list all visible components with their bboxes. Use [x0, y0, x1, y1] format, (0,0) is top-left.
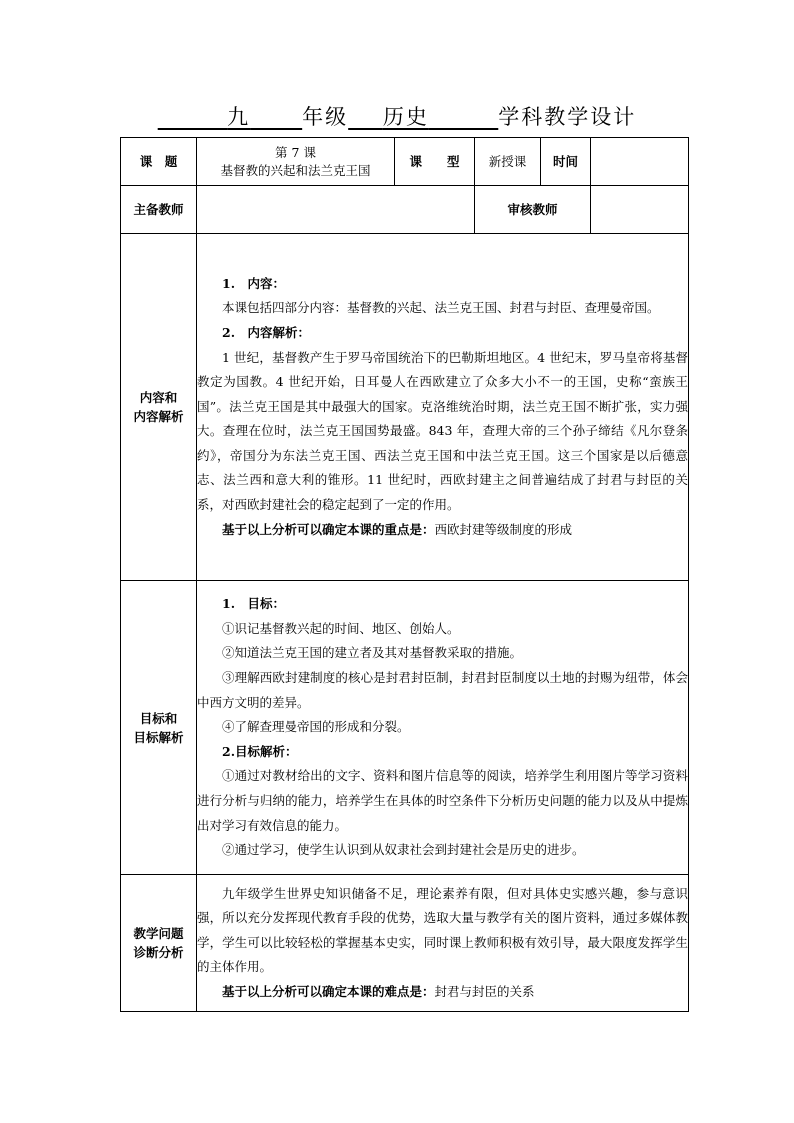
goal-section-body: [197, 581, 689, 875]
diagnosis-section-label: [121, 875, 197, 1012]
content-paragraph-1: 本课包括四部分内容：基督教的兴起、法兰克王国、封君与封臣、查理曼帝国。: [222, 300, 660, 316]
review-teacher-value[interactable]: [591, 186, 689, 234]
content-paragraph-2: 1 世纪，基督教产生于罗马帝国统治下的巴勒斯坦地区。4 世纪末，罗马皇帝将基督教定为国教。4 世纪开始，日耳曼人在西欧建立了众多大小不一的王国，史称“蛮族王国”。法兰克王国是其中最强大的国家。克洛维统治时期，法兰克王国不断扩张，实力强大。查理在位时，法兰克王国国势最盛。843 年，查理大帝的三个孙子缔结《凡尔登条约》，帝国分为东法兰克王国、西法兰克王国和中法兰克王国。这三个国家是以后德意志、法兰西和意大利的锥形。11 世纪时，西欧封建主之间普遍结成了封君与封臣的关系，对西欧封建社会的稳定起到了一定的作用。: [197, 349, 688, 513]
goal-analysis-1: ①通过对教材给出的文字、资料和图片信息等的阅读，培养学生利用图片等学习资料进行分析与归纳的能力，培养学生在具体的时空条件下分析历史问题的能力以及从中提炼出对学习有效信息的能力。: [197, 768, 688, 833]
topic-label: 课 题: [121, 138, 197, 186]
grade-value: 九: [227, 105, 251, 129]
goal-label-line1: 目标和: [139, 710, 178, 726]
goal-heading-1: 1. 目标：: [222, 596, 286, 612]
lesson-cell: [197, 138, 395, 186]
subject-value: 历史: [382, 105, 429, 129]
difficulty-value: 封君与封臣的关系: [434, 983, 535, 999]
type-label: 课 型: [395, 138, 475, 186]
grade-label: 年级: [302, 105, 349, 129]
lesson-number: 第 7 课: [275, 144, 316, 160]
time-label: 时间: [541, 138, 591, 186]
type-value: 新授课: [475, 138, 541, 186]
key-point-value: 西欧封建等级制度的形成: [434, 521, 573, 537]
content-heading-2: 2. 内容解析：: [222, 324, 311, 340]
key-point-line: [197, 518, 688, 543]
lead-teacher-value[interactable]: [197, 186, 475, 234]
diagnosis-paragraph-1: 九年级学生世界史知识储备不足，理论素养有限，但对具体史实感兴趣，参与意识强，所以充分发挥现代教育手段的优势，选取大量与教学有关的图片资料，通过多媒体教学，学生可以比较轻松的掌握基本史实，同时课上教师积极有效引导，最大限度发挥学生的主体作用。: [197, 885, 688, 975]
lead-teacher-label: 主备教师: [121, 186, 197, 234]
goal-heading-2: 2.目标解析：: [222, 743, 298, 759]
diagnosis-label-line2: 诊断分析: [133, 945, 184, 960]
goal-analysis-2: ②通过学习，使学生认识到从奴隶社会到封建社会是历史的进步。: [222, 842, 585, 858]
page-title: [0, 102, 794, 132]
goal-section-label: [121, 581, 197, 875]
lesson-title: 基督教的兴起和法兰克王国: [220, 162, 371, 178]
lesson-plan-table: [120, 137, 689, 1012]
content-label-line1: 内容和: [139, 390, 178, 405]
diagnosis-section-body: [197, 875, 689, 1012]
goal-item-2: ②知道法兰克王国的建立者及其对基督教采取的措施。: [222, 645, 523, 661]
content-label-line2: 内容解析: [133, 409, 184, 424]
title-suffix: 学科教学设计: [498, 105, 637, 129]
difficulty-label: 基于以上分析可以确定本课的难点是：: [222, 983, 435, 999]
goal-item-1: ①识记基督教兴起的时间、地区、创始人。: [222, 620, 460, 636]
time-value[interactable]: [591, 138, 689, 186]
content-section-body: [197, 234, 689, 581]
key-point-label: 基于以上分析可以确定本课的重点是：: [222, 521, 435, 537]
diagnosis-label-line1: 教学问题: [133, 926, 184, 941]
goal-item-3: ③理解西欧封建制度的核心是封君封臣制，封君封臣制度以土地的封赐为纽带，体会中西方文明的差异。: [197, 670, 688, 710]
content-section-label: [121, 234, 197, 581]
review-teacher-label: 审核教师: [475, 186, 591, 234]
goal-item-4: ④了解查理曼帝国的形成和分裂。: [222, 719, 410, 735]
content-heading-1: 1. 内容：: [222, 275, 286, 291]
goal-label-line2: 目标解析: [133, 729, 184, 745]
difficulty-line: [197, 980, 688, 1005]
